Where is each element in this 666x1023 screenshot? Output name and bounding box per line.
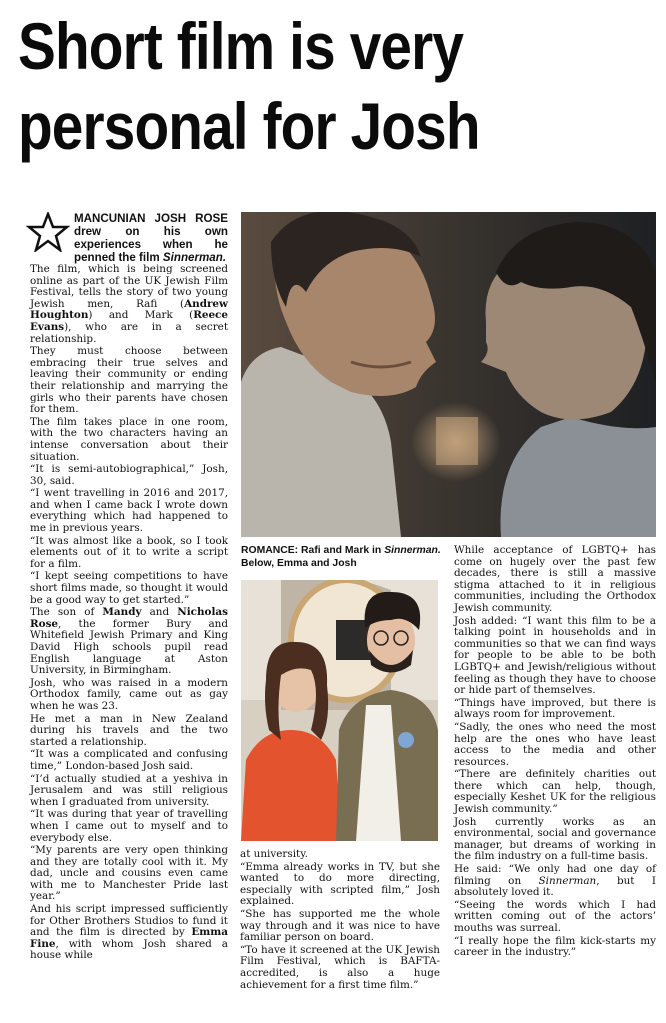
text-run: , but I absolutely loved it. xyxy=(454,874,656,899)
secondary-photo xyxy=(241,580,438,841)
text-run: and xyxy=(141,606,178,619)
paragraph xyxy=(240,849,440,861)
text-run: Josh added: “I want this film to be a talking point in households and in communities so that we can find ways for people to be able to be both LGBTQ+ and Jewish/religious without feeling as though they have to choose or hide part of themselves. xyxy=(454,614,656,697)
text-run: “I’d actually studied at a yeshiva in Jerusalem and was still religious when I graduated from university. xyxy=(30,772,228,808)
bold-name: Reece Evans xyxy=(30,309,228,333)
text-run: He said: “We only had one day of filming on xyxy=(454,863,656,887)
paragraph xyxy=(30,536,228,571)
intro-text: MANCUNIAN JOSH ROSE drew on his own experiences when he penned the film xyxy=(74,212,228,264)
text-run: “Seeing the words which I had written coming out of the actors’ mouths was surreal. xyxy=(454,898,656,934)
paragraph xyxy=(454,545,656,615)
text-run: “I went travelling in 2016 and 2017, and when I came back I wrote down everything which had happened to me in previous years. xyxy=(30,487,228,535)
intro-paragraph xyxy=(30,212,228,264)
bold-name: Andrew Houghton xyxy=(30,297,228,322)
headline-line-2: personal for Josh xyxy=(18,89,480,163)
paragraph xyxy=(30,809,228,844)
article-column-3 xyxy=(454,545,656,960)
text-run: The film, which is being screened online as part of the UK Jewish Film Festival, tells the story of two young Jewish men, Rafi ( xyxy=(30,263,228,310)
text-run: “It was almost like a book, so I took elements out of it to write a script for a film. xyxy=(30,534,228,570)
text-run: “Things have improved, but there is always room for improvement. xyxy=(454,696,656,721)
text-run: And his script impressed sufficiently for Other Brothers Studios to fund it and the film is directed by xyxy=(30,903,228,939)
headline-line-1: Short film is very xyxy=(18,9,464,83)
paragraph xyxy=(30,488,228,534)
film-title: Sinnerman xyxy=(538,874,597,887)
bold-name: Nicholas Rose xyxy=(30,606,228,630)
paragraph xyxy=(30,678,228,713)
text-run: He met a man in New Zealand during his travels and the two started a relationship. xyxy=(30,712,228,748)
text-run: “I kept seeing competitions to have short films made, so thought it would be a good way to get started.” xyxy=(30,570,228,606)
paragraph xyxy=(30,264,228,345)
paragraph xyxy=(30,346,228,416)
paragraph xyxy=(30,571,228,606)
text-run: ), who are in a secret relationship. xyxy=(30,320,228,345)
headline xyxy=(18,6,568,166)
paragraph xyxy=(454,936,656,959)
text-run: “It was during that year of travelling when I came out to myself and to everybody else. xyxy=(30,808,228,844)
paragraph xyxy=(240,945,440,991)
paragraph xyxy=(454,817,656,863)
text-run: “My parents are very open thinking and they are totally cool with it. My dad, uncle and cousins even came with me to Manchester Pride last year.” xyxy=(30,844,228,903)
text-run: Josh currently works as an environmental, social and governance manager, but dreams of working in the film industry on a full-time basis. xyxy=(454,815,656,863)
text-run: The film takes place in one room, with the two characters having an intense conversation about their situation. xyxy=(30,415,228,463)
paragraph xyxy=(454,722,656,768)
photo-emma-and-josh xyxy=(241,580,438,841)
paragraph xyxy=(30,904,228,962)
photo-rafi-and-mark xyxy=(241,212,656,537)
paragraph xyxy=(30,417,228,463)
paragraph xyxy=(30,714,228,749)
text-run: “It was a complicated and confusing time,” London-based Josh said. xyxy=(30,748,228,772)
article-column-2 xyxy=(240,849,440,992)
caption-rest: Below, Emma and Josh xyxy=(241,557,357,569)
paragraph xyxy=(454,698,656,721)
paragraph xyxy=(30,607,228,677)
paragraph xyxy=(240,909,440,944)
caption-lead: ROMANCE: Rafi and Mark in xyxy=(241,545,382,556)
caption-film-title: Sinnerman. xyxy=(384,545,441,556)
column-1-body xyxy=(30,264,228,962)
paragraph xyxy=(240,862,440,908)
paragraph xyxy=(454,769,656,815)
text-run: “To have it screened at the UK Jewish Film Festival, which is BAFTA-accredited, is also a huge achievement for a first time film.” xyxy=(240,943,440,991)
text-run: They must choose between embracing their true selves and leaving their community or ending their relationship and marrying the girls who their parents have chosen for them. xyxy=(30,345,228,416)
text-run: “It is semi-autobiographical,” Josh, 30, said. xyxy=(30,463,228,487)
paragraph xyxy=(30,464,228,487)
text-run: “She has supported me the whole way through and it was nice to have familiar person on board. xyxy=(240,907,440,944)
paragraph xyxy=(30,749,228,772)
paragraph xyxy=(454,616,656,697)
text-run: “There are definitely charities out there which can help, though, especially Keshet UK for the religious Jewish community.” xyxy=(454,768,656,816)
text-run: The son of xyxy=(30,606,103,619)
text-run: “I really hope the film kick-starts my career in the industry.” xyxy=(454,934,656,959)
text-run: “Emma already works in TV, but she wanted to do more directing, especially with scripted film,” Josh explained. xyxy=(240,860,440,908)
paragraph xyxy=(30,774,228,809)
paragraph xyxy=(454,900,656,935)
text-run: at university. xyxy=(240,848,308,860)
text-run: “Sadly, the ones who need the most help are the ones who have least access to the media and other resources. xyxy=(454,720,656,768)
photo-caption xyxy=(241,545,441,570)
text-run: Josh, who was raised in a modern Orthodox family, came out as gay when he was 23. xyxy=(30,676,228,712)
bold-name: Emma Fine xyxy=(30,926,228,950)
main-photo xyxy=(241,212,656,537)
text-run: While acceptance of LGBTQ+ has come on hugely over the past few decades, there is still a massive stigma attached to it in religious communities, including the Orthodox Jewish community. xyxy=(454,544,656,614)
intro-film-title: Sinnerman. xyxy=(162,251,227,264)
text-run: , the former Bury and Whitefield Jewish Primary and King David High schools pupil read English language at Aston University, in Birmingham. xyxy=(30,617,228,677)
text-run: , with whom Josh shared a house while xyxy=(30,937,228,962)
star-icon xyxy=(26,212,70,252)
article-column-1 xyxy=(30,212,228,963)
paragraph xyxy=(30,845,228,903)
paragraph xyxy=(454,864,656,899)
bold-name: Mandy xyxy=(102,606,142,619)
text-run: ) and Mark ( xyxy=(88,309,194,322)
